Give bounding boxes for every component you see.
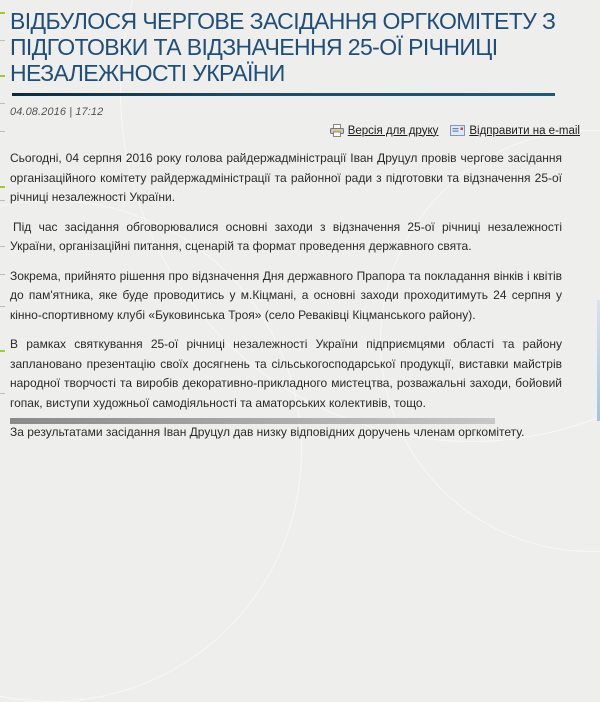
article-paragraph: Сьогодні, 04 серпня 2016 року голова райдержадміністрації Іван Друцул провів чергове засідання організаційного комітету райдержадміністрації та районної ради з підготовки та відзначення 25-ої річниці незалежності України.: [10, 151, 562, 204]
print-version-button[interactable]: [330, 124, 439, 137]
bottom-image-edge: [10, 418, 495, 424]
date-separator: |: [66, 106, 76, 118]
article-paragraph: Зокрема, прийнято рішення про відзначення Дня державного Прапора та покладання вінків і квітів до пам'ятника, яке буде проводитись у м.Кіцмані, а основні заходи проходитимуть 24 серпня у кінно-спортивному клубі «Буковинська Троя» (село Реваківці Кіцманського району).: [10, 268, 562, 322]
printer-icon: [330, 124, 344, 137]
article-actions: [10, 124, 590, 137]
article-datetime: [10, 106, 590, 118]
article: [10, 8, 590, 453]
article-paragraph: В рамках святкування 25-ої річниці незалежності України підприємцями області та району заплановано презентацію своїх досягнень та сільськогосподарської продукції, виставки майстрів народної творчості та виробів декоративно-прикладного мистецтва, розважальні заходи, бойовий гопак, виступи художньої самодіяльності та аматорських колективів, тощо.: [10, 337, 562, 410]
left-edge-decoration: [0, 0, 6, 421]
article-date: 04.08.2016: [10, 106, 67, 118]
send-email-link[interactable]: Відправити на e-mail: [469, 124, 580, 137]
article-body: [10, 149, 562, 443]
article-title: ВІДБУЛОСЯ ЧЕРГОВЕ ЗАСІДАННЯ ОРГКОМІТЕТУ З ПІДГОТОВКИ ТА ВІДЗНАЧЕННЯ 25-ОЇ РІЧНИЦІ НЕЗАЛЕЖНОСТІ УКРАЇНИ: [10, 8, 556, 86]
title-divider: [12, 93, 555, 96]
article-paragraph: Під час засідання обговорювалися основні заходи з відзначення 25-ої річниці незалежності України, організаційні питання, сценарій та формат проведення державного свята.: [10, 219, 562, 253]
article-paragraph: За результатами засідання Іван Друцул дав низку відповідних доручень членам оргкомітету.: [10, 425, 525, 439]
send-email-button[interactable]: [450, 124, 580, 137]
envelope-icon: [450, 125, 465, 136]
print-version-link[interactable]: Версія для друку: [347, 124, 439, 137]
article-time: 17:12: [75, 106, 104, 118]
